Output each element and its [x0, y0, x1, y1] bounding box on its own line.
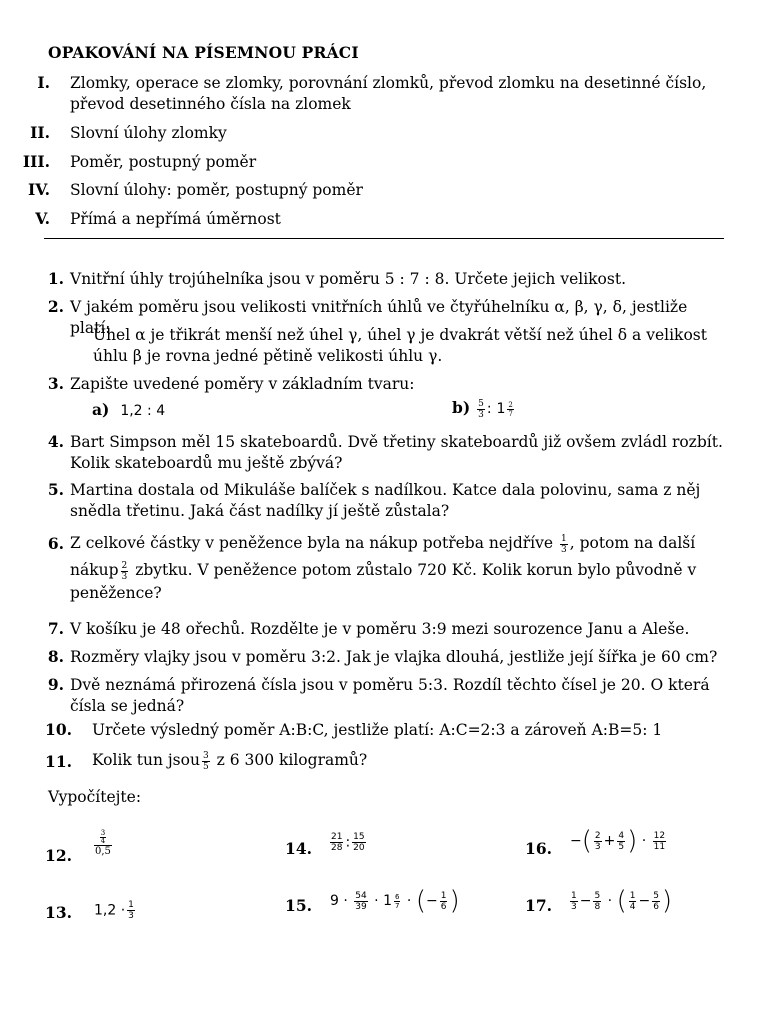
fraction [570, 891, 578, 912]
left-paren: ( [581, 826, 592, 856]
numerator: 5 [478, 398, 484, 409]
operator: − [579, 893, 592, 909]
problem-number: 6. [47, 534, 64, 553]
problem-text: Vnitřní úhly trojúhelníka jsou v poměru 5 : 7 : 8. Určete jejich velikost. [70, 270, 627, 288]
topic-text: Slovní úlohy zlomky [70, 124, 227, 142]
problem-text: V košíku je 48 ořechů. Rozdělte je v poměru 3:9 mezi sourozence Janu a Aleše. [70, 620, 690, 638]
fraction [330, 832, 343, 853]
problem-text: Určete výsledný poměr A:B:C, jestliže platí: A:C=2:3 a zároveň A:B=5: 1 [92, 721, 663, 739]
numerator: 1 [440, 890, 447, 901]
problem-line: Dvě neznámá přirozená čísla jsou v poměru 5:3. Rozdíl těchto čísel je 20. O která [70, 676, 710, 694]
fraction [617, 831, 625, 852]
numerator: 5 [653, 890, 659, 901]
subitem-label: a) [92, 400, 110, 419]
problem-subtext [93, 325, 753, 367]
operator: : [486, 401, 492, 417]
text-span: Kolik tun jsou [92, 751, 200, 769]
topic-number: IV. [28, 180, 50, 199]
operator: · [120, 902, 126, 919]
fraction [440, 891, 448, 912]
numerator: 1 [560, 533, 567, 544]
topic-text: Přímá a nepřímá úměrnost [70, 210, 281, 228]
problem-line [70, 530, 730, 557]
fraction [560, 534, 568, 555]
denominator: 3 [478, 409, 484, 420]
numerator: 4 [618, 830, 625, 841]
operator: − [426, 893, 438, 909]
operand: 9 [330, 893, 339, 909]
subitem-label: b) [452, 398, 471, 417]
page-title: OPAKOVÁNÍ NA PÍSEMNOU PRÁCI [48, 43, 359, 62]
text-span: Z celkové částky v peněžence byla na nákup potřeba nejdříve [70, 534, 554, 552]
numerator: 54 [355, 890, 367, 901]
fraction [593, 891, 601, 912]
ratio-value: 1,2 : 4 [120, 403, 166, 419]
exercise-number: 17. [525, 896, 552, 915]
fraction [354, 891, 367, 912]
topic-number: I. [37, 73, 50, 92]
exercise-number: 13. [45, 903, 72, 922]
fraction [100, 830, 106, 845]
exercise-number: 15. [285, 896, 312, 915]
fraction [127, 900, 135, 921]
problem-3a [92, 400, 165, 419]
problem-number: 4. [47, 432, 64, 451]
fraction [352, 832, 365, 853]
denominator: 39 [355, 901, 367, 912]
text-span: , potom na další [569, 534, 696, 552]
problem-line: úhlu β je rovna jedné pětině velikosti úhlu γ. [93, 347, 443, 365]
numerator: 21 [331, 832, 343, 842]
denominator: 3 [571, 901, 577, 912]
numerator: 3 [202, 750, 209, 761]
problem-text [70, 432, 730, 474]
denominator: 8 [594, 901, 601, 912]
exercise-12 [92, 830, 114, 858]
problem-text [70, 675, 730, 717]
denominator: 5 [202, 761, 209, 772]
text-span: nákup [70, 561, 119, 579]
topic-number: V. [35, 209, 50, 228]
denominator: 0,5 [95, 846, 111, 857]
fraction [652, 891, 660, 912]
numerator: 6 [395, 892, 400, 901]
fraction [594, 831, 602, 852]
fraction [507, 401, 513, 418]
problem-line: Martina dostala od Mikuláše balíček s nadílkou. Katce dala polovinu, sama z něj [70, 481, 701, 499]
denominator: 6 [440, 901, 447, 912]
topic-line: převod desetinného čísla na zlomek [70, 95, 351, 113]
numerator: 2 [594, 830, 601, 841]
compute-label: Vypočítejte: [48, 788, 142, 806]
exercise-number: 14. [285, 839, 312, 858]
fraction [629, 891, 637, 912]
numerator: 5 [594, 890, 601, 901]
problem-number: 2. [47, 297, 64, 316]
problem-line: snědla třetinu. Jaká část nadílky jí ještě zůstala? [70, 502, 450, 520]
numerator: 15 [353, 832, 365, 842]
operator: − [570, 833, 582, 849]
problem-3b [452, 398, 516, 420]
problem-number: 8. [47, 647, 64, 666]
problem-number: 11. [45, 752, 72, 771]
denominator: 3 [128, 911, 134, 921]
problem-line: Bart Simpson měl 15 skateboardů. Dvě třetiny skateboardů již ovšem zvládl rozbít. [70, 433, 723, 451]
exercise-14 [328, 832, 368, 853]
topic-line: Zlomky, operace se zlomky, porovnání zlomků, převod zlomku na desetinné číslo, [70, 74, 707, 92]
operator: + [603, 833, 616, 849]
exercise-16: −( $\frac{2}{3}$ + $\frac{4}{5}$ ) · $\frac{12}{11}$ [570, 826, 666, 856]
problem-number: 9. [47, 675, 64, 694]
numerator: 1 [571, 890, 577, 901]
denominator: 3 [594, 841, 601, 852]
problem-text [70, 530, 730, 602]
denominator: 20 [353, 843, 365, 853]
fraction [202, 751, 210, 772]
denominator: 11 [653, 841, 666, 852]
denominator: 6 [653, 901, 659, 912]
problem-number: 10. [45, 720, 72, 739]
problem-line [70, 557, 730, 584]
complex-fraction [94, 830, 112, 858]
denominator: 5 [618, 841, 625, 852]
problem-text [70, 480, 730, 522]
denominator: 7 [508, 409, 513, 418]
right-paren: ) [627, 826, 638, 856]
problem-line: čísla se jedná? [70, 697, 185, 715]
divider [44, 238, 724, 239]
numerator: 1 [629, 890, 636, 901]
problem-line: peněžence? [70, 584, 162, 602]
topic-text [70, 73, 706, 115]
operator: − [638, 893, 651, 909]
exercise-number: 16. [525, 839, 552, 858]
topic-number: II. [30, 123, 50, 142]
fraction [121, 561, 129, 582]
problem-line: Úhel α je třikrát menší než úhel γ, úhel γ je dvakrát větší než úhel δ a velikost [93, 326, 707, 344]
problem-text: V jakém poměru jsou velikosti vnitřních úhlů ve čtyřúhelníku α, β, γ, δ, jestliže platí: [70, 298, 688, 337]
text-span: zbytku. V peněžence potom zůstalo 720 Kč. Kolik korun bylo původně v [135, 561, 697, 579]
left-paren: ( [415, 886, 426, 916]
exercise-13 [94, 900, 137, 921]
numerator [94, 830, 112, 846]
operator: : [345, 834, 351, 851]
numerator: 1 [128, 900, 134, 910]
mixed-whole: 1 [496, 401, 506, 417]
topic-text: Poměr, postupný poměr [70, 153, 257, 171]
numerator: 3 [100, 829, 106, 837]
denominator: 7 [395, 901, 400, 910]
problem-number: 3. [47, 374, 64, 393]
fraction [653, 831, 666, 852]
problem-text [92, 747, 752, 774]
operand: 1,2 [94, 902, 117, 919]
right-paren: ) [449, 886, 460, 916]
denominator: 4 [629, 901, 636, 912]
denominator: 28 [331, 843, 343, 853]
numerator: 2 [121, 560, 128, 571]
denominator: 4 [100, 837, 106, 845]
problem-text: Rozměry vlajky jsou v poměru 3:2. Jak je vlajka dlouhá, jestliže její šířka je 60 cm? [70, 648, 718, 666]
right-paren: ) [661, 886, 673, 916]
exercise-15: 9 · $\frac{54}{39}$ · 1 $\frac{6}{7}$ · (− $\frac{1}{6}$ ) [330, 886, 460, 916]
mixed-whole: 1 [383, 893, 393, 909]
text-span: z 6 300 kilogramů? [216, 751, 368, 769]
fraction [394, 893, 400, 910]
topic-number: III. [22, 152, 50, 171]
denominator: 3 [560, 544, 567, 555]
problem-text: Zapište uvedené poměry v základním tvaru: [70, 375, 415, 393]
denominator: 3 [121, 571, 128, 582]
topic-text: Slovní úlohy: poměr, postupný poměr [70, 181, 363, 199]
exercise-number: 12. [45, 846, 72, 865]
numerator: 12 [653, 830, 666, 841]
problem-line: Kolik skateboardů mu ještě zbývá? [70, 454, 343, 472]
problem-number: 5. [47, 480, 64, 499]
numerator: 2 [508, 400, 513, 409]
exercise-17: $\frac{1}{3}$ − $\frac{5}{8}$ · ( $\frac{1}{4}$ − $\frac{5}{6}$ ) [571, 886, 673, 916]
left-paren: ( [616, 886, 627, 916]
problem-number: 7. [47, 619, 64, 638]
fraction [477, 399, 485, 420]
problem-number: 1. [47, 269, 64, 288]
